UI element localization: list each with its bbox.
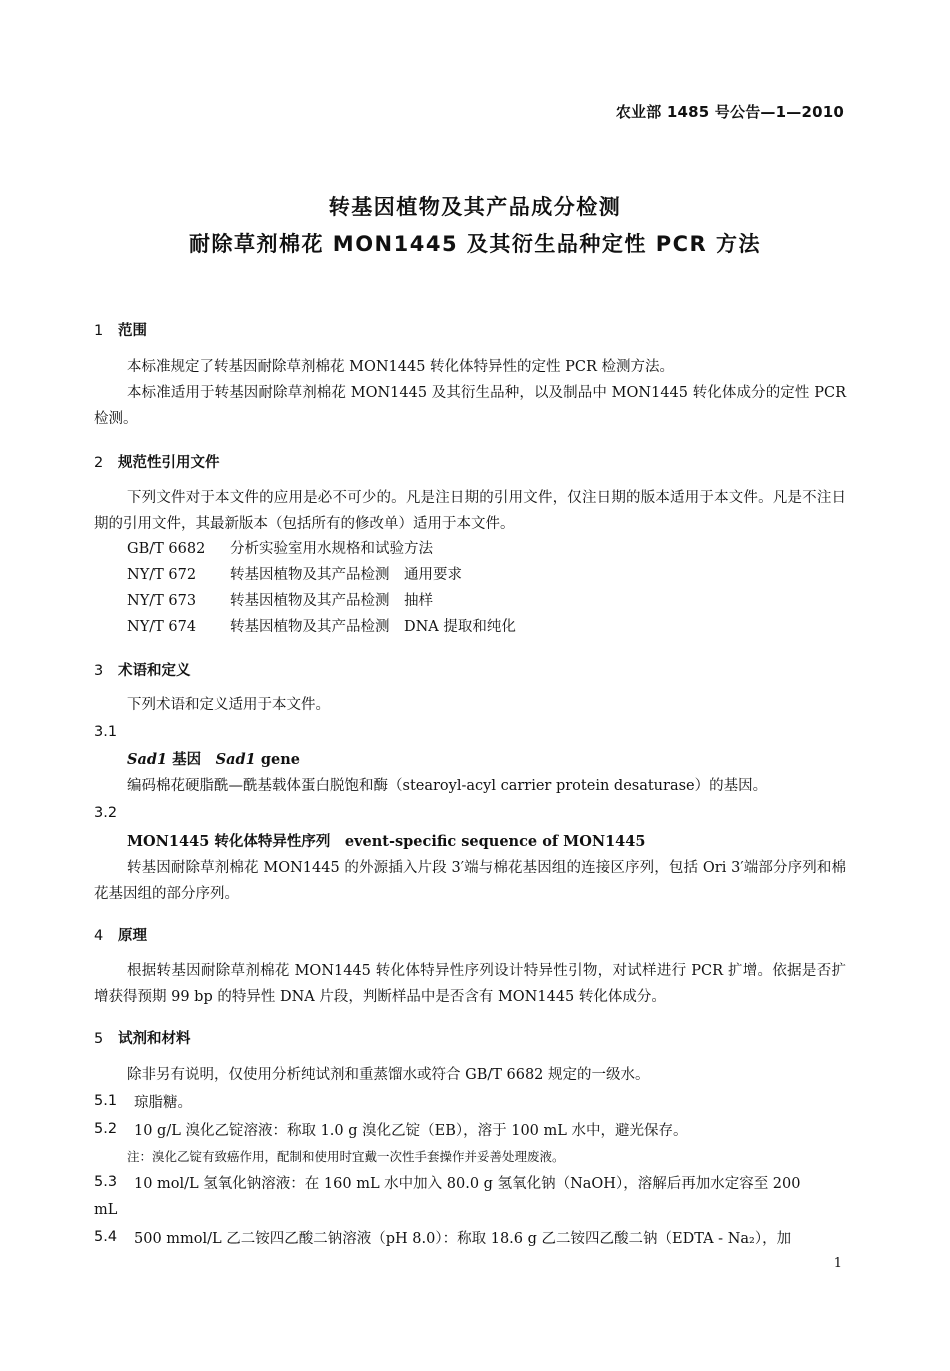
item-5-4-number: 5.4 bbox=[94, 1229, 118, 1245]
item-5-2-text: 10 g/L 溴化乙锭溶液：称取 1.0 g 溴化乙锭（EB），溶于 100 mL 水中，避光保存。 bbox=[134, 1123, 688, 1139]
reference-code: GB/T 6682 bbox=[127, 541, 206, 557]
section-2-heading bbox=[94, 451, 220, 472]
section-label: 原理 bbox=[118, 928, 147, 944]
section-5-para-1: 除非另有说明，仅使用分析纯试剂和重蒸馏水或符合 GB/T 6682 规定的一级水。 bbox=[127, 1067, 650, 1083]
section-label: 术语和定义 bbox=[118, 663, 191, 679]
reference-item bbox=[127, 588, 433, 614]
reference-title: 转基因植物及其产品检测 DNA 提取和纯化 bbox=[230, 619, 516, 635]
term-3-2: MON1445 转化体特异性序列 event-specific sequence of MON1445 bbox=[127, 833, 646, 850]
term-gene-name-en: Sad1 bbox=[215, 751, 256, 768]
term-3-1 bbox=[127, 747, 300, 773]
title-line-1: 转基因植物及其产品成分检测 bbox=[328, 195, 622, 219]
section-number: 1 bbox=[94, 323, 104, 339]
item-5-2-number: 5.2 bbox=[94, 1121, 118, 1137]
reference-code: NY/T 673 bbox=[127, 593, 197, 609]
reference-title: 转基因植物及其产品检测 抽样 bbox=[230, 593, 433, 609]
section-4-para-1: 根据转基因耐除草剂棉花 MON1445 转化体特异性序列设计特异性引物，对试样进行 PCR 扩增。依据是否扩增获得预期 99 bp 的特异性 DNA 片段，判断样品中是否含有 MON1445 转化体成分。 bbox=[94, 963, 846, 1005]
section-3-para-1: 下列术语和定义适用于本文件。 bbox=[127, 697, 330, 713]
reference-code: NY/T 672 bbox=[127, 567, 197, 583]
section-1-para-2: 本标准适用于转基因耐除草剂棉花 MON1445 及其衍生品种，以及制品中 MON1445 转化体成分的定性 PCR 检测。 bbox=[94, 385, 846, 427]
subsection-3-2-number: 3.2 bbox=[94, 805, 118, 821]
section-label: 试剂和材料 bbox=[118, 1031, 191, 1047]
term-3-2-definition: 转基因耐除草剂棉花 MON1445 的外源插入片段 3′端与棉花基因组的连接区序列，包括 Ori 3′端部分序列和棉花基因组的部分序列。 bbox=[94, 860, 846, 902]
item-5-1-number: 5.1 bbox=[94, 1093, 118, 1109]
page-number: 1 bbox=[833, 1256, 842, 1271]
item-5-4-text: 500 mmol/L 乙二铵四乙酸二钠溶液（pH 8.0）：称取 18.6 g 乙二铵四乙酸二钠（EDTA - Na₂），加 bbox=[134, 1231, 792, 1247]
item-5-3-text: 10 mol/L 氢氧化钠溶液：在 160 mL 水中加入 80.0 g 氢氧化钠（NaOH），溶解后再加水定容至 200 bbox=[134, 1176, 801, 1192]
item-5-3-number: 5.3 bbox=[94, 1174, 118, 1190]
section-number: 4 bbox=[94, 928, 104, 944]
reference-code: NY/T 674 bbox=[127, 619, 197, 635]
item-5-1-text: 琼脂糖。 bbox=[134, 1095, 192, 1111]
section-2-para-1: 下列文件对于本文件的应用是必不可少的。凡是注日期的引用文件，仅注日期的版本适用于本文件。凡是不注日期的引用文件，其最新版本（包括所有的修改单）适用于本文件。 bbox=[94, 490, 846, 532]
term-en: gene bbox=[255, 751, 300, 768]
reference-title: 转基因植物及其产品检测 通用要求 bbox=[230, 567, 462, 583]
term-gene-name: Sad1 bbox=[127, 751, 168, 768]
section-label: 规范性引用文件 bbox=[118, 455, 220, 471]
term-3-1-definition: 编码棉花硬脂酰—酰基载体蛋白脱饱和酶（stearoyl-acyl carrier protein desaturase）的基因。 bbox=[127, 778, 768, 794]
section-number: 2 bbox=[94, 455, 104, 471]
section-1-para-1: 本标准规定了转基因耐除草剂棉花 MON1445 转化体特异性的定性 PCR 检测方法。 bbox=[127, 359, 675, 375]
title-line-2: 耐除草剂棉花 MON1445 及其衍生品种定性 PCR 方法 bbox=[189, 232, 761, 256]
section-1-heading bbox=[94, 319, 147, 340]
term-zh: 基因 bbox=[167, 751, 216, 768]
section-number: 5 bbox=[94, 1031, 104, 1047]
note-text: 注：溴化乙锭有致癌作用，配制和使用时宜戴一次性手套操作并妥善处理废液。 bbox=[127, 1149, 565, 1164]
reference-item bbox=[127, 536, 433, 562]
section-number: 3 bbox=[94, 663, 104, 679]
subsection-3-1-number: 3.1 bbox=[94, 724, 118, 740]
section-3-heading bbox=[94, 659, 191, 680]
document-code-header: 农业部 1485 号公告—1—2010 bbox=[615, 103, 844, 121]
reference-item bbox=[127, 562, 462, 588]
section-5-heading bbox=[94, 1027, 191, 1048]
item-5-3-continuation: mL bbox=[94, 1202, 118, 1218]
reference-title: 分析实验室用水规格和试验方法 bbox=[230, 541, 433, 557]
section-4-heading bbox=[94, 924, 147, 945]
section-label: 范围 bbox=[118, 323, 147, 339]
reference-item bbox=[127, 614, 516, 640]
